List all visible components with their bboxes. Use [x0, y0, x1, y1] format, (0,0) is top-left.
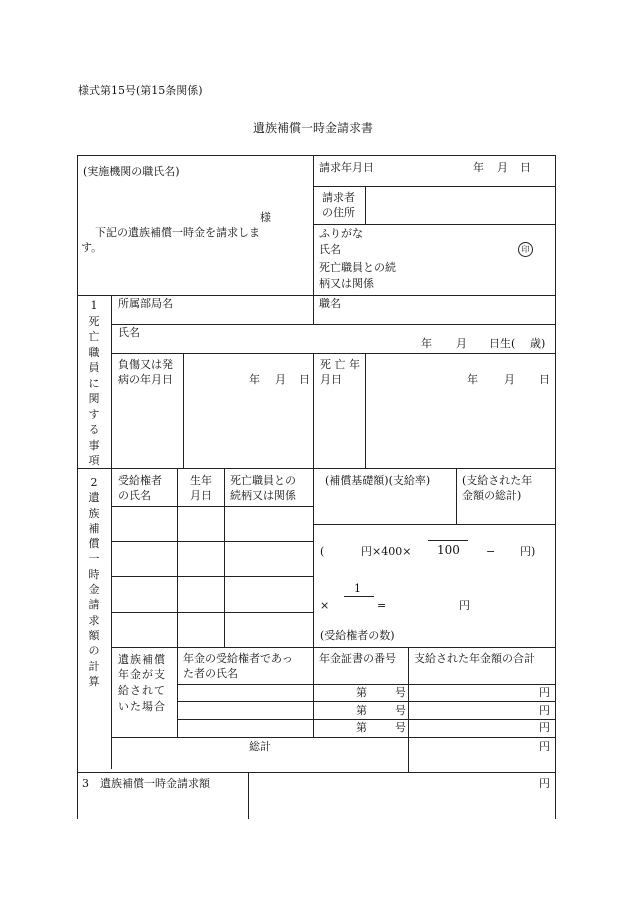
pension-label-1: 遺族補償 — [118, 653, 166, 666]
pension-yen-1: 円 — [539, 686, 550, 699]
total-label: 総計 — [249, 740, 271, 753]
relation-label-1: 死亡職員との続 — [319, 261, 396, 274]
calc-times: × — [320, 599, 330, 612]
death-label-1: 死 亡 年 — [320, 358, 360, 371]
section2-vertical-title: 2遺族補償一時金請求額の計算 — [88, 476, 100, 688]
injury-month: 月 — [275, 373, 286, 386]
total-yen: 円 — [539, 740, 550, 753]
col-birth-1: 生年 — [190, 474, 212, 487]
calc-equals: = — [377, 599, 387, 612]
request-date-month: 月 — [497, 161, 508, 174]
request-date-day: 日 — [520, 161, 531, 174]
section3-label: 3 遺族補償一時金請求額 — [82, 777, 210, 790]
pension-label-3: 給されて — [118, 684, 166, 697]
request-date-year: 年 — [473, 161, 484, 174]
relation-label-2: 柄又は関係 — [319, 277, 374, 290]
request-text-line1: 下記の遺族補償一時金を請求しま — [95, 226, 260, 239]
calc-yen: 円 — [459, 599, 470, 612]
request-date-label: 請求年月日 — [319, 161, 374, 174]
calc-fraction-bar-1 — [344, 596, 374, 597]
cert-dai-1: 第 — [356, 686, 367, 699]
injury-label-2: 病の年月日 — [118, 373, 173, 386]
injury-year: 年 — [249, 373, 260, 386]
birth-month: 月 — [456, 337, 467, 350]
pension-yen-2: 円 — [539, 704, 550, 717]
dept-label: 所属部局名 — [118, 297, 173, 310]
col-recipient-2: の氏名 — [118, 489, 151, 502]
calc-minus: − — [486, 545, 496, 558]
cert-go-3: 号 — [395, 721, 406, 734]
pension-holder-label-1: 年金の受給権者であっ — [183, 652, 293, 665]
deceased-name-label: 氏名 — [118, 326, 140, 339]
address-label-2: の住所 — [322, 206, 355, 219]
pension-holder-label-2: た者の氏名 — [183, 667, 238, 680]
cert-dai-2: 第 — [356, 704, 367, 717]
request-text-line2: す。 — [81, 241, 103, 254]
furigana-label: ふりがな — [319, 227, 363, 240]
pension-yen-3: 円 — [539, 721, 550, 734]
pension-label-2: 年金が支 — [118, 668, 166, 681]
calc-yen-close: 円) — [520, 545, 536, 558]
calc-100: 100 — [437, 543, 460, 557]
paid-total-label-2: 金額の総計) — [462, 489, 522, 502]
paid-total-label-1: (支給された年 — [462, 474, 533, 487]
cert-go-1: 号 — [395, 686, 406, 699]
cert-go-2: 号 — [395, 704, 406, 717]
form-number: 様式第15号(第15条関係) — [78, 84, 203, 97]
sama-suffix: 様 — [260, 211, 271, 224]
base-amount-label: (補償基礎額)(支給率) — [325, 474, 431, 487]
col-relation-2: 続柄又は関係 — [230, 489, 296, 502]
section1-vertical-title: 1死亡職員に関する事項 — [88, 299, 100, 467]
cert-number-label: 年金証書の番号 — [319, 652, 396, 665]
injury-label-1: 負傷又は発 — [118, 358, 173, 371]
address-label-1: 請求者 — [322, 191, 355, 204]
death-day: 日 — [539, 373, 550, 386]
injury-day: 日 — [299, 373, 310, 386]
section3-yen: 円 — [539, 777, 550, 790]
cert-dai-3: 第 — [356, 721, 367, 734]
claimant-name-label: 氏名 — [319, 243, 341, 256]
post-label: 職名 — [319, 297, 341, 310]
calc-open-paren: ( — [320, 545, 325, 558]
col-recipient-1: 受給権者 — [118, 474, 162, 487]
calc-numerator: 1 — [354, 582, 361, 595]
calc-yen-x400: 円×400× — [361, 545, 412, 558]
agency-label: (実施機関の職氏名) — [83, 165, 180, 178]
pension-label-4: いた場合 — [118, 700, 166, 713]
seal-mark: 印 — [518, 242, 533, 257]
col-relation-1: 死亡職員との — [230, 474, 296, 487]
birth-age: 歳) — [530, 337, 546, 350]
death-year: 年 — [467, 373, 478, 386]
recipient-count-label: (受給権者の数) — [320, 629, 395, 642]
form-title: 遺族補償一時金請求書 — [253, 121, 374, 135]
birth-year: 年 — [421, 337, 432, 350]
col-birth-2: 月日 — [190, 489, 212, 502]
calc-fraction-bar-100 — [428, 540, 468, 541]
death-label-2: 月日 — [320, 373, 342, 386]
death-month: 月 — [504, 373, 515, 386]
birth-day: 日生( — [489, 337, 516, 350]
paid-amount-label: 支給された年金額の合計 — [414, 652, 535, 665]
